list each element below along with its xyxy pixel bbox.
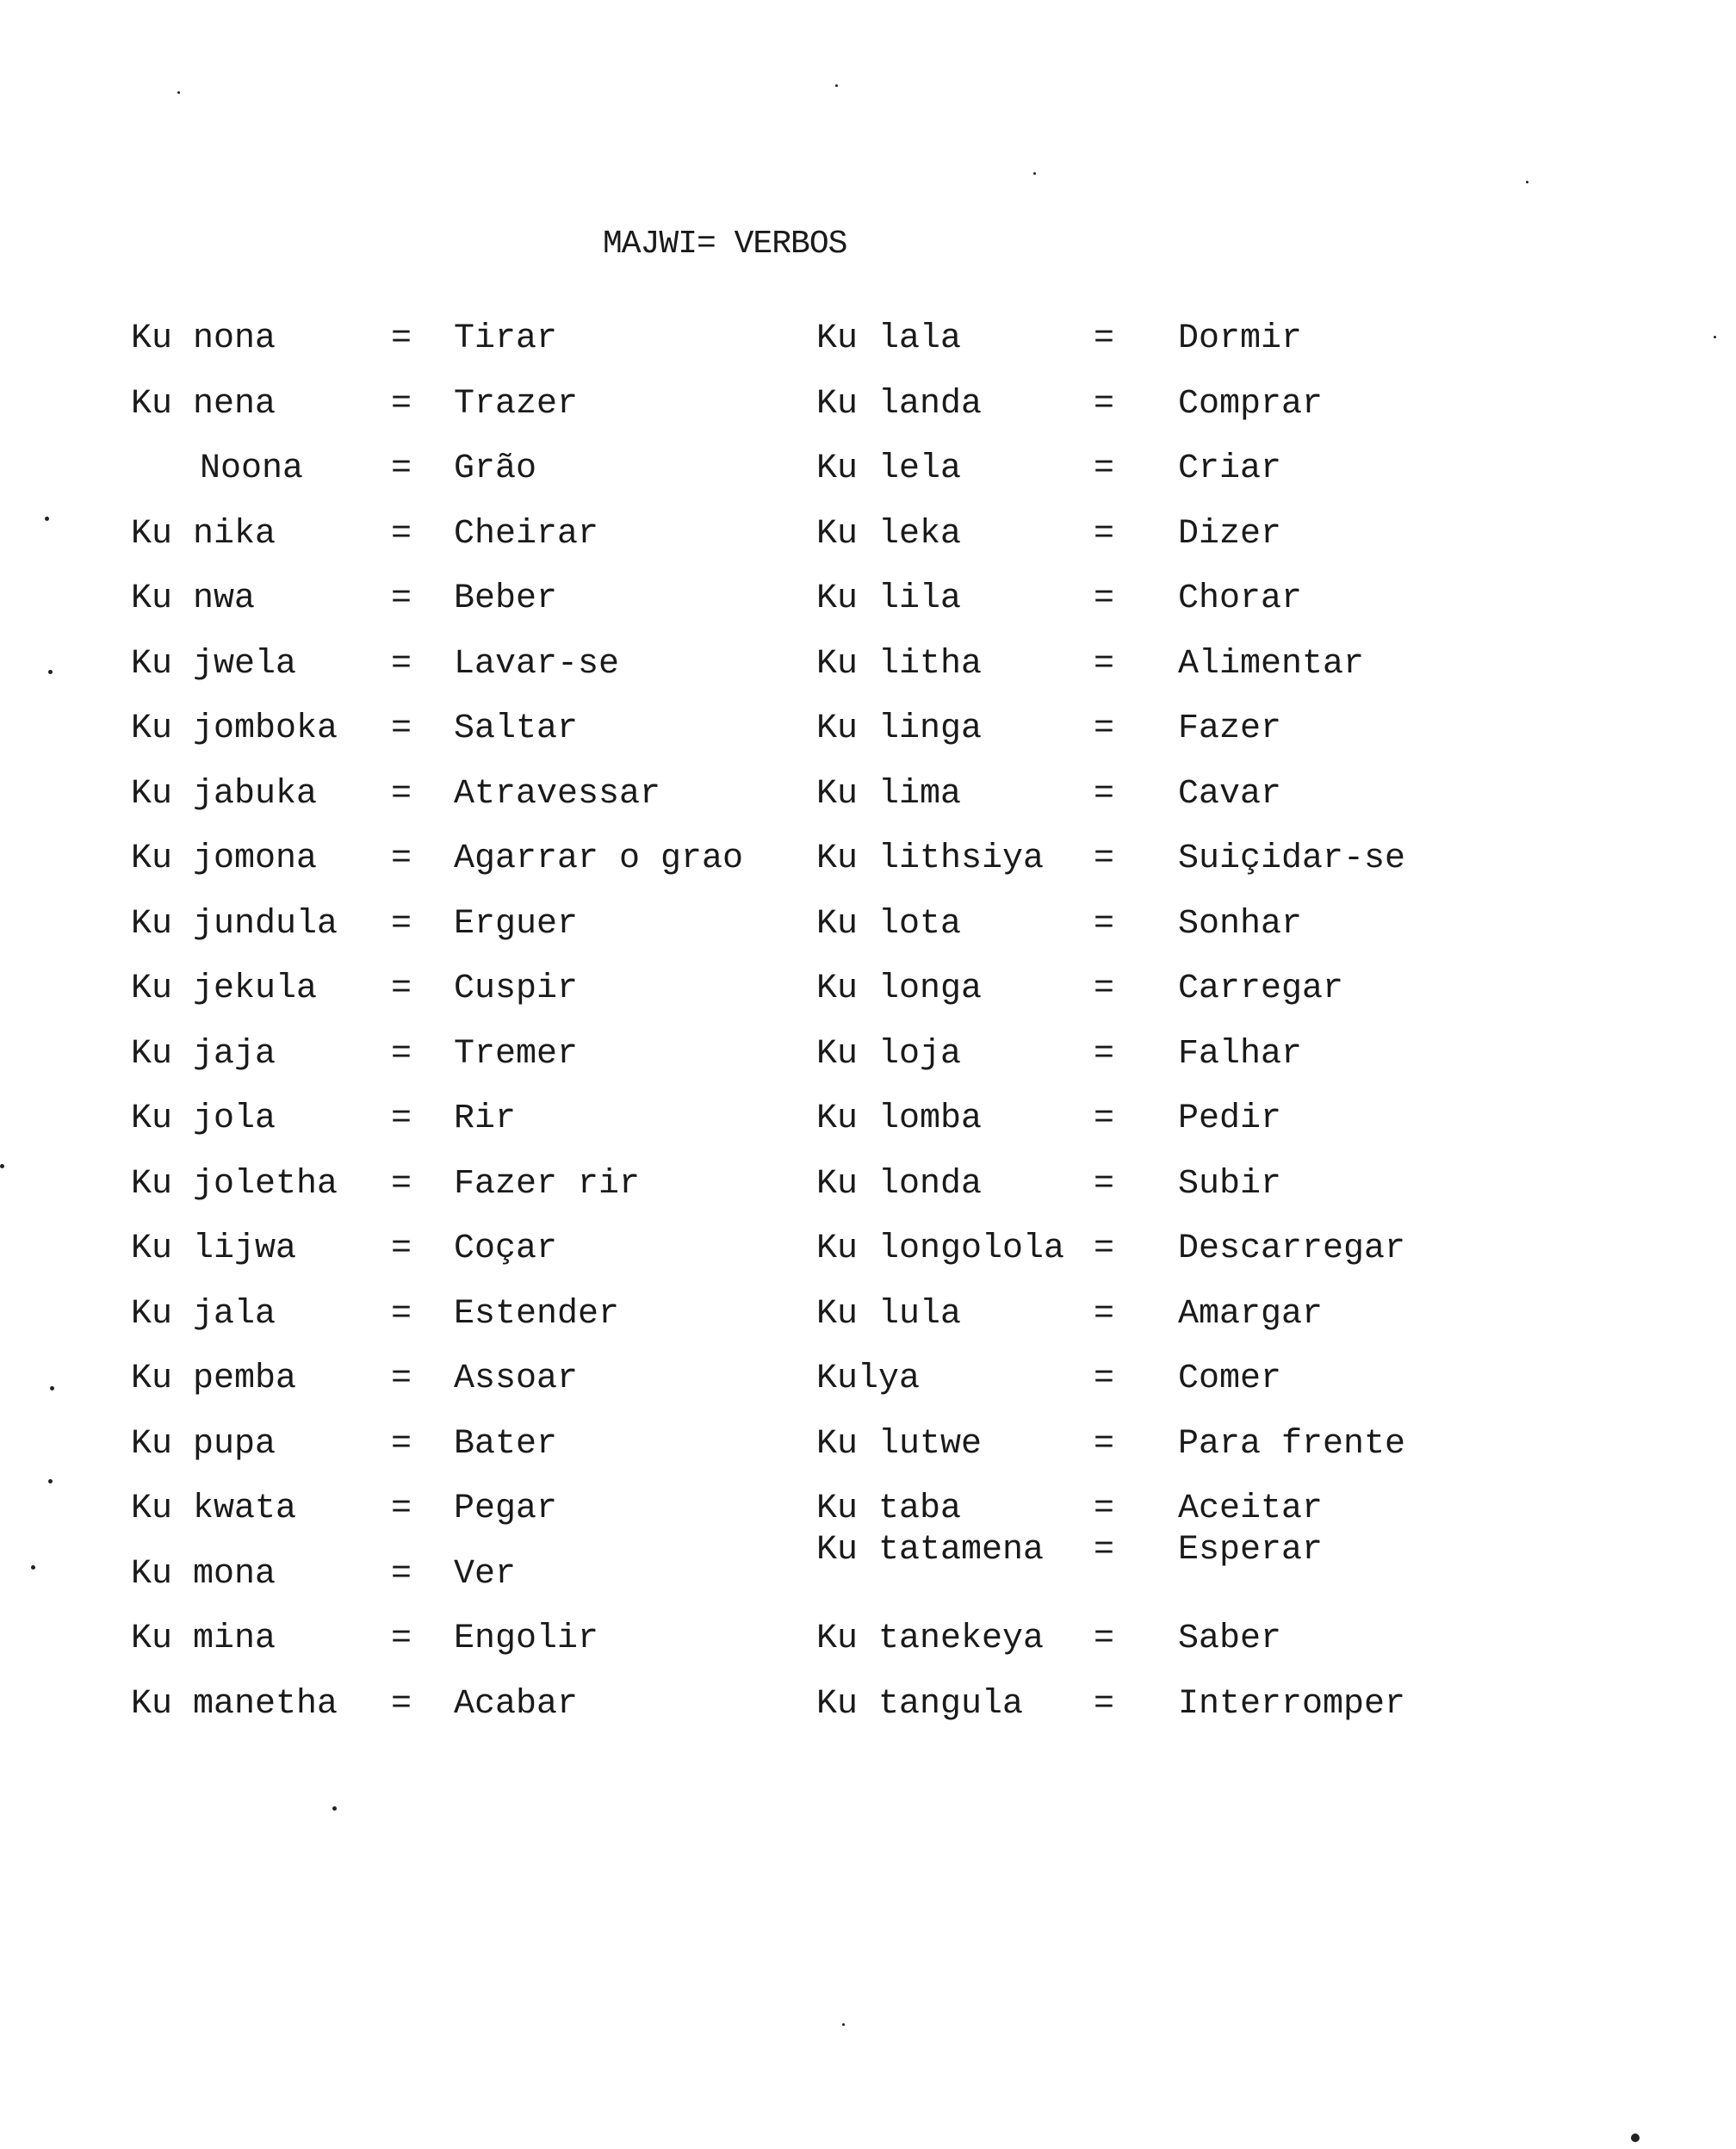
page-title: MAJWI= VERBOS bbox=[603, 226, 847, 263]
equals-sign: = bbox=[1094, 969, 1115, 1008]
vocab-term: Ku jola bbox=[131, 1099, 276, 1138]
vocab-translation: Aceitar bbox=[1178, 1489, 1324, 1528]
vocab-term: Ku longolola bbox=[816, 1229, 1065, 1268]
vocab-translation: Beber bbox=[454, 579, 558, 618]
vocab-term: Ku tatamena bbox=[816, 1531, 1045, 1570]
vocab-term: Ku pupa bbox=[131, 1424, 276, 1464]
vocab-term: Ku jomona bbox=[131, 839, 318, 878]
equals-sign: = bbox=[1094, 1424, 1115, 1464]
vocab-translation: Cavar bbox=[1178, 774, 1282, 814]
vocab-term: Ku nika bbox=[131, 514, 276, 554]
vocab-translation: Saber bbox=[1178, 1619, 1282, 1658]
vocab-term: Ku lutwe bbox=[816, 1424, 983, 1464]
vocab-translation: Assoar bbox=[454, 1359, 579, 1398]
scan-speck bbox=[48, 670, 53, 674]
equals-sign: = bbox=[1094, 904, 1115, 944]
vocab-translation: Engolir bbox=[454, 1619, 599, 1658]
vocab-translation: Chorar bbox=[1178, 579, 1303, 618]
vocab-term: Ku lima bbox=[816, 774, 962, 814]
vocab-translation: Erguer bbox=[454, 904, 579, 944]
scan-speck bbox=[835, 84, 838, 87]
vocab-term: Ku mina bbox=[131, 1619, 276, 1658]
vocab-translation: Bater bbox=[454, 1424, 558, 1464]
vocab-translation: Estender bbox=[454, 1294, 620, 1334]
vocab-translation: Saltar bbox=[454, 709, 579, 748]
vocab-term: Ku loja bbox=[816, 1034, 962, 1074]
vocab-translation: Comprar bbox=[1178, 384, 1324, 424]
vocab-translation: Alimentar bbox=[1178, 644, 1365, 684]
vocab-term: Ku jwela bbox=[131, 644, 297, 684]
vocab-term: Ku lithsiya bbox=[816, 839, 1045, 878]
vocab-term: Kulya bbox=[816, 1359, 921, 1398]
equals-sign: = bbox=[1094, 1489, 1115, 1528]
equals-sign: = bbox=[1094, 1099, 1115, 1138]
vocab-term: Ku lomba bbox=[816, 1099, 983, 1138]
equals-sign: = bbox=[391, 579, 412, 618]
vocab-translation: Pegar bbox=[454, 1489, 558, 1528]
vocab-translation: Tremer bbox=[454, 1034, 579, 1074]
vocab-term: Ku landa bbox=[816, 384, 983, 424]
vocab-term: Ku linga bbox=[816, 709, 983, 748]
vocab-term: Ku taba bbox=[816, 1489, 962, 1528]
equals-sign: = bbox=[1094, 514, 1115, 554]
scan-speck bbox=[0, 1164, 4, 1168]
vocab-term: Ku tanekeya bbox=[816, 1619, 1045, 1658]
equals-sign: = bbox=[1094, 579, 1115, 618]
vocab-term: Ku jundula bbox=[131, 904, 338, 944]
vocab-translation: Sonhar bbox=[1178, 904, 1303, 944]
vocab-translation: Para frente bbox=[1178, 1424, 1406, 1464]
vocab-translation: Pedir bbox=[1178, 1099, 1282, 1138]
equals-sign: = bbox=[391, 1294, 412, 1334]
vocab-term: Ku lela bbox=[816, 449, 962, 488]
scan-speck bbox=[50, 1386, 54, 1390]
vocab-translation: Comer bbox=[1178, 1359, 1282, 1398]
scan-speck bbox=[31, 1565, 35, 1570]
equals-sign: = bbox=[391, 904, 412, 944]
equals-sign: = bbox=[391, 319, 412, 358]
equals-sign: = bbox=[391, 1099, 412, 1138]
vocab-translation: Cuspir bbox=[454, 969, 579, 1008]
equals-sign: = bbox=[1094, 1294, 1115, 1334]
equals-sign: = bbox=[391, 1359, 412, 1398]
vocab-term: Ku nwa bbox=[131, 579, 256, 618]
vocab-term: Ku leka bbox=[816, 514, 962, 554]
vocab-term: Ku jekula bbox=[131, 969, 318, 1008]
vocab-term: Ku lala bbox=[816, 319, 962, 358]
equals-sign: = bbox=[1094, 1164, 1115, 1204]
vocab-term: Ku lula bbox=[816, 1294, 962, 1334]
vocab-translation: Lavar-se bbox=[454, 644, 620, 684]
vocab-term: Ku manetha bbox=[131, 1684, 338, 1724]
scan-speck bbox=[1714, 336, 1716, 338]
vocab-translation: Ver bbox=[454, 1554, 517, 1594]
scan-speck bbox=[332, 1806, 337, 1811]
equals-sign: = bbox=[1094, 449, 1115, 488]
equals-sign: = bbox=[1094, 644, 1115, 684]
equals-sign: = bbox=[1094, 1229, 1115, 1268]
vocab-term: Ku tangula bbox=[816, 1684, 1024, 1724]
vocab-term: Ku lijwa bbox=[131, 1229, 297, 1268]
equals-sign: = bbox=[391, 969, 412, 1008]
scan-speck bbox=[1631, 2134, 1640, 2142]
vocab-term: Ku jala bbox=[131, 1294, 276, 1334]
vocab-term: Ku londa bbox=[816, 1164, 983, 1204]
scan-speck bbox=[1526, 181, 1528, 183]
equals-sign: = bbox=[391, 839, 412, 878]
vocab-term: Ku jabuka bbox=[131, 774, 318, 814]
vocab-translation: Grão bbox=[454, 449, 537, 488]
equals-sign: = bbox=[1094, 384, 1115, 424]
vocab-translation: Cheirar bbox=[454, 514, 599, 554]
vocab-term: Ku nena bbox=[131, 384, 276, 424]
vocab-translation: Dormir bbox=[1178, 319, 1303, 358]
equals-sign: = bbox=[391, 1619, 412, 1658]
vocab-term: Ku kwata bbox=[131, 1489, 297, 1528]
equals-sign: = bbox=[391, 449, 412, 488]
equals-sign: = bbox=[391, 1684, 412, 1724]
vocab-translation: Suiçidar-se bbox=[1178, 839, 1406, 878]
vocab-translation: Fazer bbox=[1178, 709, 1282, 748]
equals-sign: = bbox=[1094, 709, 1115, 748]
equals-sign: = bbox=[391, 644, 412, 684]
vocab-translation: Subir bbox=[1178, 1164, 1282, 1204]
equals-sign: = bbox=[391, 709, 412, 748]
vocab-translation: Acabar bbox=[454, 1684, 579, 1724]
scan-speck bbox=[842, 2023, 845, 2026]
vocab-term: Ku mona bbox=[131, 1554, 276, 1594]
vocab-translation: Agarrar o grao bbox=[454, 839, 744, 878]
vocab-term: Ku pemba bbox=[131, 1359, 297, 1398]
vocab-term: Ku jomboka bbox=[131, 709, 338, 748]
vocab-term: Noona bbox=[200, 449, 304, 488]
scan-speck bbox=[1033, 172, 1036, 175]
equals-sign: = bbox=[391, 384, 412, 424]
vocab-term: Ku litha bbox=[816, 644, 983, 684]
vocab-term: Ku jaja bbox=[131, 1034, 276, 1074]
vocab-term: Ku longa bbox=[816, 969, 983, 1008]
equals-sign: = bbox=[391, 1554, 412, 1594]
equals-sign: = bbox=[1094, 1531, 1115, 1570]
equals-sign: = bbox=[1094, 1034, 1115, 1074]
vocab-term: Ku joletha bbox=[131, 1164, 338, 1204]
vocab-translation: Descarregar bbox=[1178, 1229, 1406, 1268]
vocab-translation: Criar bbox=[1178, 449, 1282, 488]
vocab-translation: Carregar bbox=[1178, 969, 1344, 1008]
vocab-translation: Atravessar bbox=[454, 774, 661, 814]
vocab-translation: Interromper bbox=[1178, 1684, 1406, 1724]
vocab-translation: Coçar bbox=[454, 1229, 558, 1268]
equals-sign: = bbox=[391, 1424, 412, 1464]
vocab-term: Ku lota bbox=[816, 904, 962, 944]
equals-sign: = bbox=[391, 1034, 412, 1074]
equals-sign: = bbox=[1094, 839, 1115, 878]
vocab-translation: Esperar bbox=[1178, 1531, 1324, 1570]
vocab-translation: Dizer bbox=[1178, 514, 1282, 554]
vocab-translation: Falhar bbox=[1178, 1034, 1303, 1074]
vocab-term: Ku nona bbox=[131, 319, 276, 358]
vocab-translation: Trazer bbox=[454, 384, 579, 424]
equals-sign: = bbox=[391, 1164, 412, 1204]
vocab-translation: Amargar bbox=[1178, 1294, 1324, 1334]
equals-sign: = bbox=[391, 774, 412, 814]
scan-speck bbox=[45, 517, 49, 521]
vocab-translation: Tirar bbox=[454, 319, 558, 358]
equals-sign: = bbox=[1094, 1619, 1115, 1658]
equals-sign: = bbox=[1094, 319, 1115, 358]
equals-sign: = bbox=[1094, 1359, 1115, 1398]
equals-sign: = bbox=[391, 1489, 412, 1528]
equals-sign: = bbox=[1094, 1684, 1115, 1724]
equals-sign: = bbox=[1094, 774, 1115, 814]
vocab-translation: Rir bbox=[454, 1099, 517, 1138]
scan-speck bbox=[48, 1479, 53, 1483]
equals-sign: = bbox=[391, 1229, 412, 1268]
vocab-translation: Fazer rir bbox=[454, 1164, 641, 1204]
vocab-term: Ku lila bbox=[816, 579, 962, 618]
equals-sign: = bbox=[391, 514, 412, 554]
scan-speck bbox=[177, 91, 180, 94]
